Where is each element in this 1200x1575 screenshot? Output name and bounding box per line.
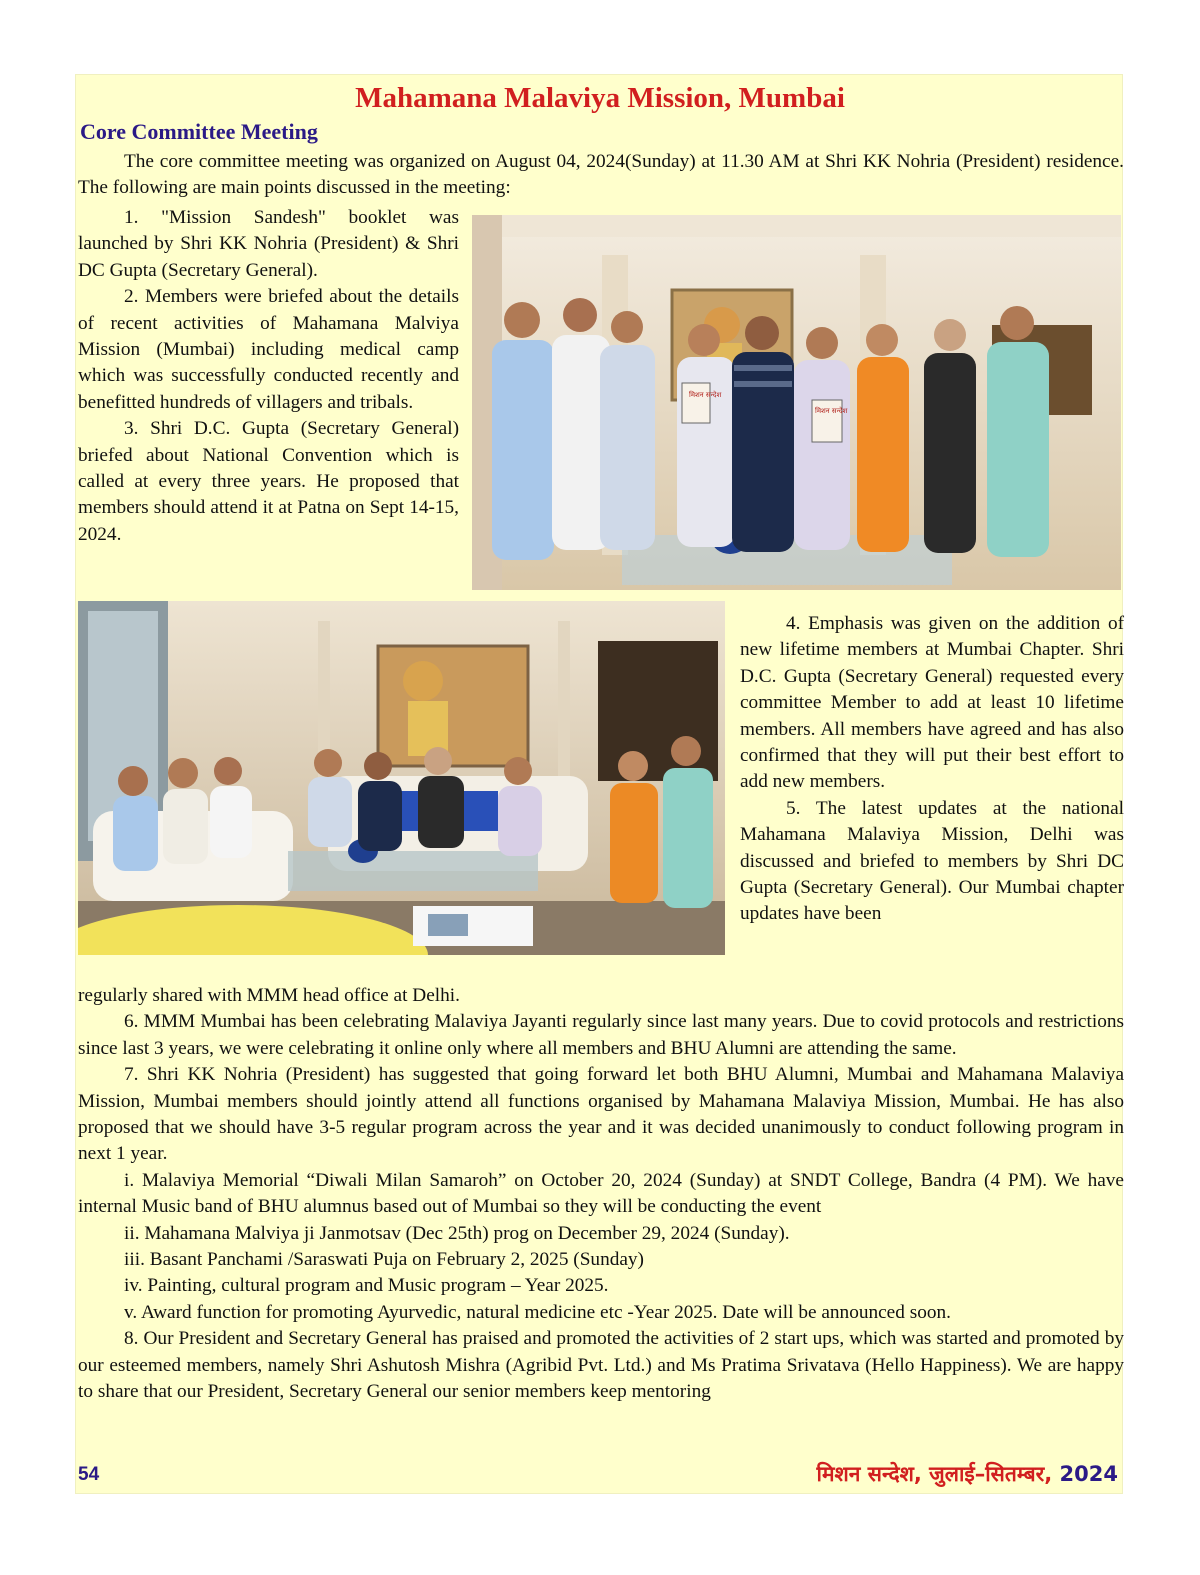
right-column (740, 611, 1124, 928)
point-3: 3. Shri D.C. Gupta (Secretary General) briefed about National Convention which is called at every three years. He proposed that members should attend it at Patna on Sept 14-15, 2024. (78, 418, 459, 545)
point-6: 6. MMM Mumbai has been celebrating Malaviya Jayanti regularly since last many years. Due to covid protocols and restrictions since last 3 years, we were celebrating it online only where all members and BHU Alumni are attending the same. (78, 1011, 1124, 1059)
point-5-continued: regularly shared with MMM head office at Delhi. (78, 985, 460, 1006)
section-heading: Core Committee Meeting (80, 119, 318, 144)
group-photo-standing-image (472, 215, 1121, 590)
point-7: 7. Shri KK Nohria (President) has suggested that going forward let both BHU Alumni, Mumbai and Mahamana Malaviya Mission, Mumbai members should jointly attend all functions organised by Mahamana Malaviya Mission, Mumbai. He has also proposed that we should have 3-5 regular program across the year and it was decided unanimously to conduct following program in next 1 year. (78, 1064, 1124, 1165)
booklet-label-1: मिशन सन्देश (689, 391, 722, 399)
people-silhouettes (492, 298, 1049, 560)
program-item-v: v. Award function for promoting Ayurvedic, natural medicine etc -Year 2025. Date will be announced soon. (124, 1301, 951, 1323)
point-4: 4. Emphasis was given on the addition of new lifetime members at Mumbai Chapter. Shri D.C. Gupta (Secretary General) requested every committee Member to add at least 10 lifetime members. All members have agreed and has also confirmed that they will put their best effort to add new members. (740, 613, 1124, 793)
magazine-footer (817, 1460, 1118, 1488)
page-number: 54 (78, 1464, 100, 1485)
magazine-name: मिशन सन्देश, जुलाई–सितम्बर, (816, 1462, 1060, 1486)
program-item-i: i. Malaviya Memorial “Diwali Milan Samaroh” on October 20, 2024 (Sunday) at SNDT College, Bandra (4 PM). We have internal Music band of BHU alumnus based out of Mumbai so they will be conducting the event (78, 1169, 1124, 1218)
page (75, 74, 1123, 1494)
intro-paragraph (78, 149, 1124, 202)
program-item-iii: iii. Basant Panchami /Saraswati Puja on February 2, 2025 (Sunday) (124, 1249, 644, 1271)
point-5: 5. The latest updates at the national Mahamana Malaviya Mission, Delhi was discussed and briefed to members by Shri DC Gupta (Secretary General). Our Mumbai chapter updates have been (740, 797, 1124, 925)
program-item-ii: ii. Mahamana Malviya ji Janmotsav (Dec 25th) prog on December 29, 2024 (Sunday). (124, 1222, 790, 1244)
bottom-section (78, 983, 1124, 1406)
point-8: 8. Our President and Secretary General has praised and promoted the activities of 2 start ups, which was started and promoted by our esteemed members, namely Shri Ashutosh Mishra (Agribid Pvt. Ltd.) and Ms Pratima Srivatava (Hello Happiness). We are happy to share that our President, Secretary General our senior members keep mentoring (78, 1328, 1124, 1403)
booklet-label-2: मिशन सन्देश (815, 407, 848, 415)
group-photo-standing (472, 215, 1121, 590)
group-photo-seated (78, 601, 725, 955)
left-column (78, 205, 459, 548)
magazine-year: 2024 (1059, 1462, 1118, 1486)
group-photo-seated-image (78, 601, 725, 955)
intro-text: The core committee meeting was organized on August 04, 2024(Sunday) at 11.30 AM at Shri KK Nohria (President) residence. The following are main points discussed in the meeting: (78, 151, 1124, 199)
program-item-iv: iv. Painting, cultural program and Music program – Year 2025. (124, 1275, 609, 1297)
point-2: 2. Members were briefed about the details of recent activities of Mahamana Malviya Mission (Mumbai) including medical camp which was successfully conducted recently and benefitted hundreds of villagers and tribals. (78, 286, 459, 413)
page-title: Mahamana Malaviya Mission, Mumbai (355, 82, 845, 114)
point-1: 1. "Mission Sandesh" booklet was launched by Shri KK Nohria (President) & Shri DC Gupta (Secretary General). (78, 207, 459, 281)
